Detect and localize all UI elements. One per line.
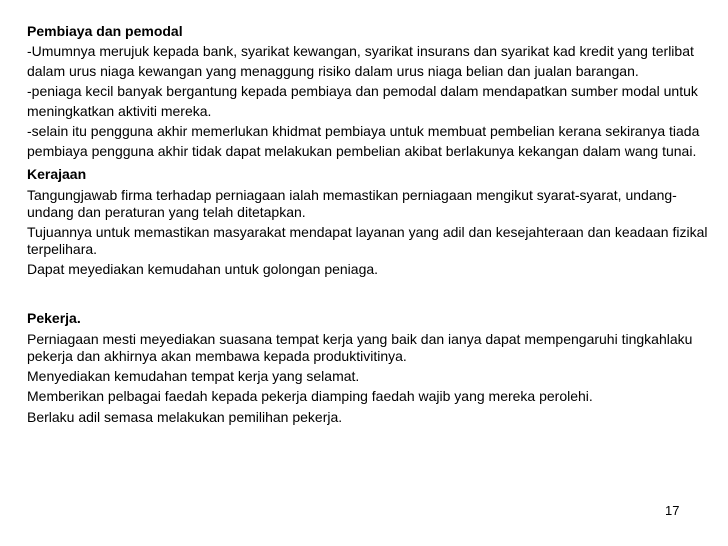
page-number: 17 xyxy=(665,503,680,518)
paragraph: Dapat meyediakan kemudahan untuk golongan peniaga. xyxy=(27,261,379,277)
section-pembiaya xyxy=(27,21,717,161)
paragraph: Tangungjawab firma terhadap perniagaan ialah memastikan perniagaan mengikut syarat-syarat, undang-undang dan peraturan yang telah ditetapkan. xyxy=(27,187,677,220)
paragraph: Berlaku adil semasa melakukan pemilihan pekerja. xyxy=(27,409,343,425)
paragraph: Menyediakan kemudahan tempat kerja yang selamat. xyxy=(27,368,360,384)
section-heading: Pekerja. xyxy=(27,310,81,326)
slide-content xyxy=(27,21,717,426)
paragraph: -Umumnya merujuk kepada bank, syarikat kewangan, syarikat insurans dan syarikat kad kredit yang terlibat dalam urus niaga kewangan yang menaggung risiko dalam urus niaga belian dan jualan barangan. xyxy=(27,43,694,79)
paragraph: Memberikan pelbagai faedah kepada pekerja diamping faedah wajib yang mereka perolehi. xyxy=(27,388,593,404)
paragraph: -selain itu pengguna akhir memerlukan khidmat pembiaya untuk membuat pembelian kerana sekiranya tiada pembiaya pengguna akhir tidak dapat melakukan pembelian akibat berlakunya kekangan dalam wang tunai. xyxy=(27,123,700,159)
paragraph: -peniaga kecil banyak bergantung kepada pembiaya dan pemodal dalam mendapatkan sumber modal untuk meningkatkan aktiviti mereka. xyxy=(27,83,698,119)
section-kerajaan xyxy=(27,164,717,278)
section-heading: Pembiaya dan pemodal xyxy=(27,23,183,39)
paragraph: Tujuannya untuk memastikan masyarakat mendapat layanan yang adil dan kesejahteraan dan keadaan fizikal terpelihara. xyxy=(27,224,708,257)
section-heading: Kerajaan xyxy=(27,166,87,182)
paragraph: Perniagaan mesti meyediakan suasana tempat kerja yang baik dan ianya dapat mempengaruhi tingkahlaku pekerja dan akhirnya akan membawa kepada produktivitinya. xyxy=(27,331,693,364)
section-pekerja xyxy=(27,308,717,426)
